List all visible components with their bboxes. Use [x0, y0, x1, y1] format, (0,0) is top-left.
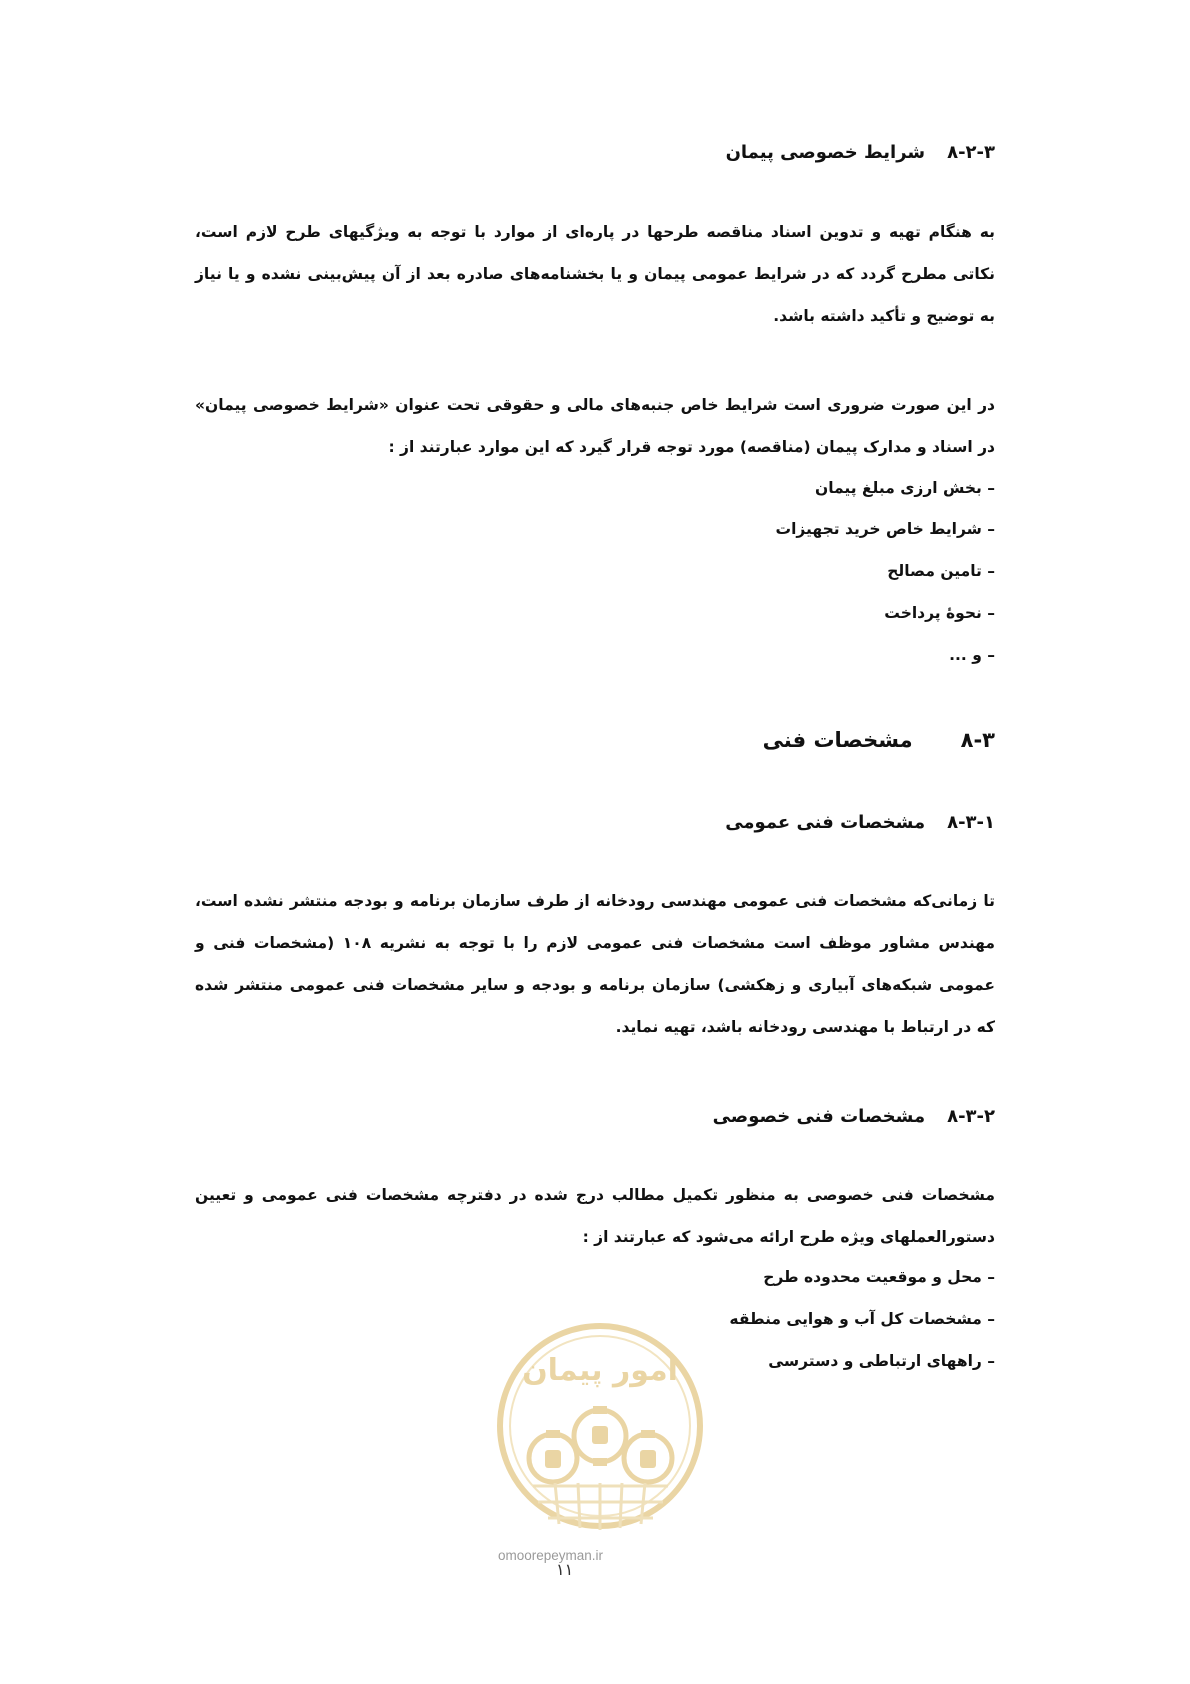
section-heading-technical-specs — [763, 728, 995, 752]
list-item: – تامین مصالح — [887, 562, 995, 580]
paragraph-special-conditions-intro: به هنگام تهیه و تدوین اسناد مناقصه طرحها در پاره‌ای از موارد با توجه به ویژگیهای طرح لازم است، نکاتی مطرح گردد که در شرایط عمومی پیمان و یا بخشنامه‌های صادره بعد از آن پیش‌بینی نشده و یا نیاز به توضیح و تأکید داشته باشد. — [195, 223, 995, 325]
page-number: ۱۱ — [556, 1560, 574, 1579]
paragraph-special-specs: مشخصات فنی خصوصی به منظور تکمیل مطالب درج شده در دفترچه مشخصات فنی عمومی و تعیین دستورالعملهای ویژه طرح ارائه می‌شود که عبارتند از : — [195, 1186, 995, 1246]
section-title: مشخصات فنی خصوصی — [712, 1106, 926, 1127]
section-number: ۸-۳-۱ — [947, 812, 995, 833]
section-heading-special-specs — [713, 1106, 995, 1127]
watermark-logo-text: امور پیمان — [522, 1353, 678, 1388]
watermark-logo-icon — [493, 1318, 708, 1550]
list-item: – مشخصات کل آب و هوایی منطقه — [729, 1310, 995, 1328]
section-title: شرایط خصوصی پیمان — [725, 142, 926, 163]
list-item: – و ... — [949, 646, 995, 664]
list-item: – شرایط خاص خرید تجهیزات — [775, 520, 995, 538]
section-title: مشخصات فنی — [762, 728, 913, 752]
watermark-site-text: omoorepeyman.ir — [498, 1548, 604, 1563]
section-number: ۸-۲-۳ — [947, 142, 995, 163]
section-heading-special-conditions — [726, 142, 995, 163]
section-heading-general-specs — [725, 812, 995, 833]
list-item: – بخش ارزی مبلغ پیمان — [814, 479, 995, 497]
list-item: – راههای ارتباطی و دسترسی — [768, 1352, 995, 1370]
section-title: مشخصات فنی عمومی — [725, 812, 926, 833]
list-item: – نحوهٔ پرداخت — [884, 604, 995, 622]
paragraph-general-specs: تا زمانی‌که مشخصات فنی عمومی مهندسی رودخانه از طرف سازمان برنامه و بودجه منتشر نشده است، مهندس مشاور موظف است مشخصات فنی عمومی لازم را با توجه به نشریه ۱۰۸ (مشخصات فنی و عمومی شبکه‌های آبیاری و زهکشی) سازمان برنامه و بودجه و سایر مشخصات فنی عمومی منتشر شده که در ارتباط با مهندسی رودخانه باشد، تهیه نماید. — [195, 892, 995, 1036]
list-item: – محل و موقعیت محدوده طرح — [763, 1268, 995, 1286]
section-number: ۸-۳ — [960, 728, 995, 752]
paragraph-special-conditions-items-intro: در این صورت ضروری است شرایط خاص جنبه‌های مالی و حقوقی تحت عنوان «شرایط خصوصی پیمان» در اسناد و مدارک پیمان (مناقصه) مورد توجه قرار گیرد که این موارد عبارتند از : — [195, 396, 995, 456]
section-number: ۸-۳-۲ — [947, 1106, 995, 1127]
